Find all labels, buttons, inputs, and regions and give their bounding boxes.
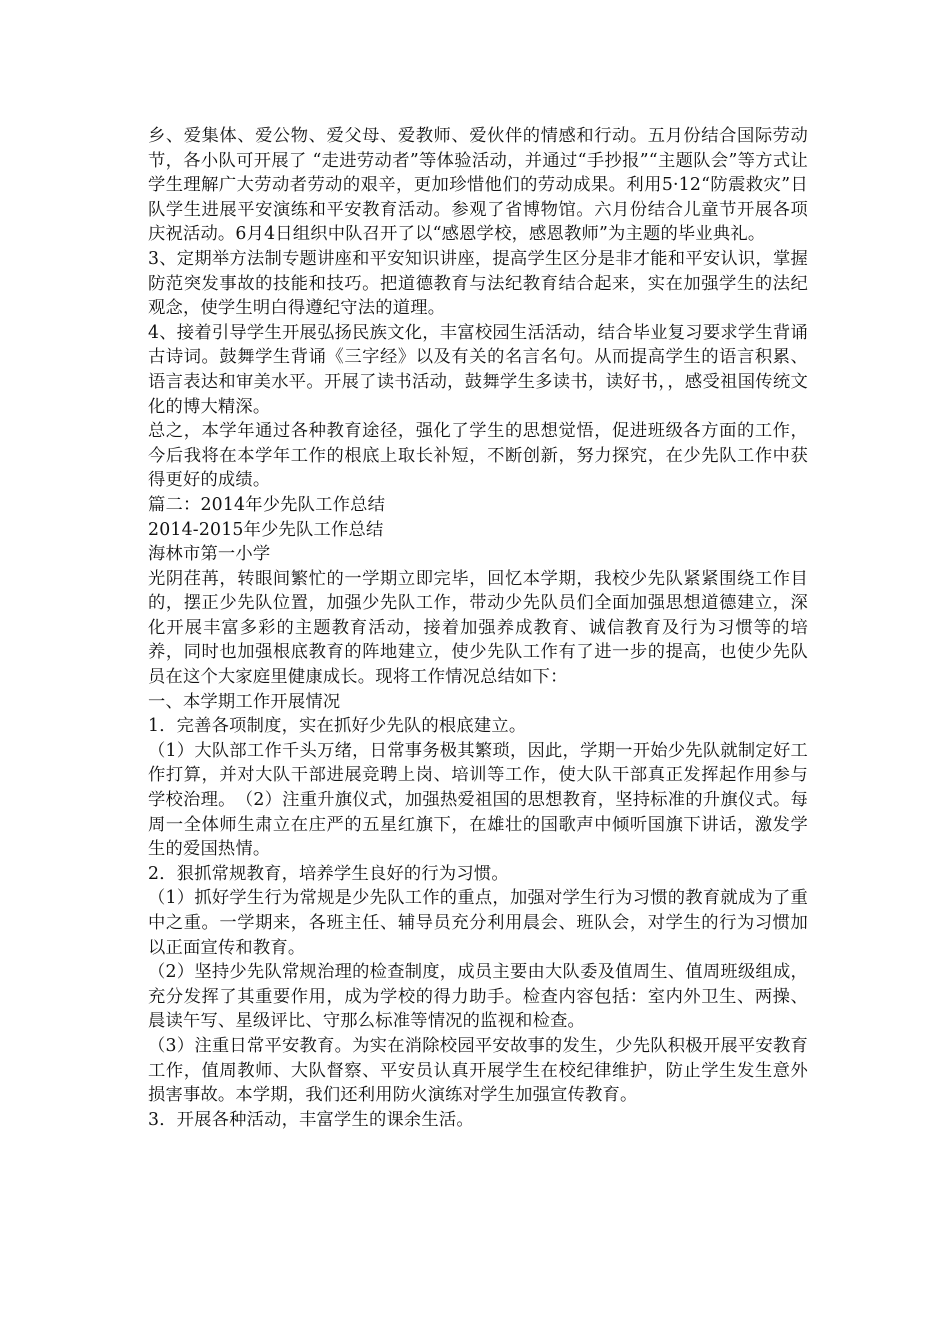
paragraph-2-2: （2）坚持少先队常规治理的检查制度，成员主要由大队委及值周生、值周班级组成，充分发挥了其重要作用，成为学校的得力助手。检查内容包括：室内外卫生、两操、晨读午写、星级评比、守那么标准等情况的监视和检查。 xyxy=(148,962,808,1032)
paragraph-item-4: 4、接着引导学生开展弘扬民族文化，丰富校园生活活动，结合毕业复习要求学生背诵古诗词。鼓舞学生背诵《三字经》以及有关的名言名句。从而提高学生的语言积累、语言表达和审美水平。开展了读书活动，鼓舞学生多读书，读好书，，感受祖国传统文化的博大精深。 xyxy=(148,322,808,417)
paragraph-conclusion: 总之，本学年通过各种教育途径，强化了学生的思想觉悟，促进班级各方面的工作，今后我将在本学年工作的根底上取长补短，不断创新，努力探究，在少先队工作中获得更好的成绩。 xyxy=(148,421,808,491)
subheading-3: 3．开展各种活动，丰富学生的课余生活。 xyxy=(148,1109,474,1130)
paragraph-item-3: 3、定期举方法制专题讲座和平安知识讲座，提高学生区分是非才能和平安认识，掌握防范突发事故的技能和技巧。把道德教育与法纪教育结合起来，实在加强学生的法纪观念，使学生明白得遵纪守法的道理。 xyxy=(148,248,808,319)
section-heading-part-two: 篇二：2014年少先队工作总结 xyxy=(148,494,386,515)
paragraph-intro-continued: 乡、爱集体、爱公物、爱父母、爱教师、爱伙伴的情感和行动。五月份结合国际劳动节，各小队可开展了 “走进劳动者”等体验活动，并通过“手抄报”“主题队会”等方式让学生理解广大劳动者劳动的艰辛，更加珍惜他们的劳动成果。利用5·12“防震救灾”日队学生进展平安演练和平安教育活动。参观了省博物馆。六月份结合儿童节开展各项庆祝活动。6月4日组织中队召开了以“感恩学校，感恩教师”为主题的毕业典礼。 xyxy=(148,126,808,245)
paragraph-1-details: （1）大队部工作千头万绪，日常事务极其繁琐，因此，学期一开始少先队就制定好工作打算，并对大队干部进展竞聘上岗、培训等工作，使大队干部真正发挥起作用参与学校治理。 （2）注重升旗仪式，加强热爱祖国的思想教育，坚持标准的升旗仪式。每周一全体师生肃立在庄严的五星红旗下，在雄壮的国歌声中倾听国旗下讲话，激发学生的爱国热情。 xyxy=(148,740,808,860)
paragraph-2-3: （3）注重日常平安教育。为实在消除校园平安故事的发生，少先队积极开展平安教育工作，值周教师、大队督察、平安员认真开展学生在校纪律维护，防止学生发生意外损害事故。本学期，我们还利用防火演练对学生加强宣传教育。 xyxy=(148,1035,808,1106)
document-body xyxy=(148,124,808,1132)
paragraph-2-1: （1）抓好学生行为常规是少先队工作的重点，加强对学生行为习惯的教育就成为了重中之重。一学期来，各班主任、辅导员充分利用晨会、班队会，对学生的行为习惯加以正面宣传和教育。 xyxy=(148,888,808,958)
subheading-1: 1．完善各项制度，实在抓好少先队的根底建立。 xyxy=(148,716,527,737)
section-heading-1: 一、本学期工作开展情况 xyxy=(148,691,341,712)
subheading-2: 2．狠抓常规教育，培养学生良好的行为习惯。 xyxy=(148,863,509,884)
school-name: 海林市第一小学 xyxy=(148,544,271,565)
document-title: 2014-2015年少先队工作总结 xyxy=(148,519,384,540)
paragraph-overview: 光阴荏苒，转眼间繁忙的一学期立即完毕，回忆本学期，我校少先队紧紧围绕工作目的，摆正少先队位置，加强少先队工作，带动少先队员们全面加强思想道德建立，深化开展丰富多彩的主题教育活动，接着加强养成教育、诚信教育及行为习惯等的培养，同时也加强根底教育的阵地建立，使少先队工作有了进一步的提高，也使少先队员在这个大家庭里健康成长。现将工作情况总结如下： xyxy=(148,568,808,688)
